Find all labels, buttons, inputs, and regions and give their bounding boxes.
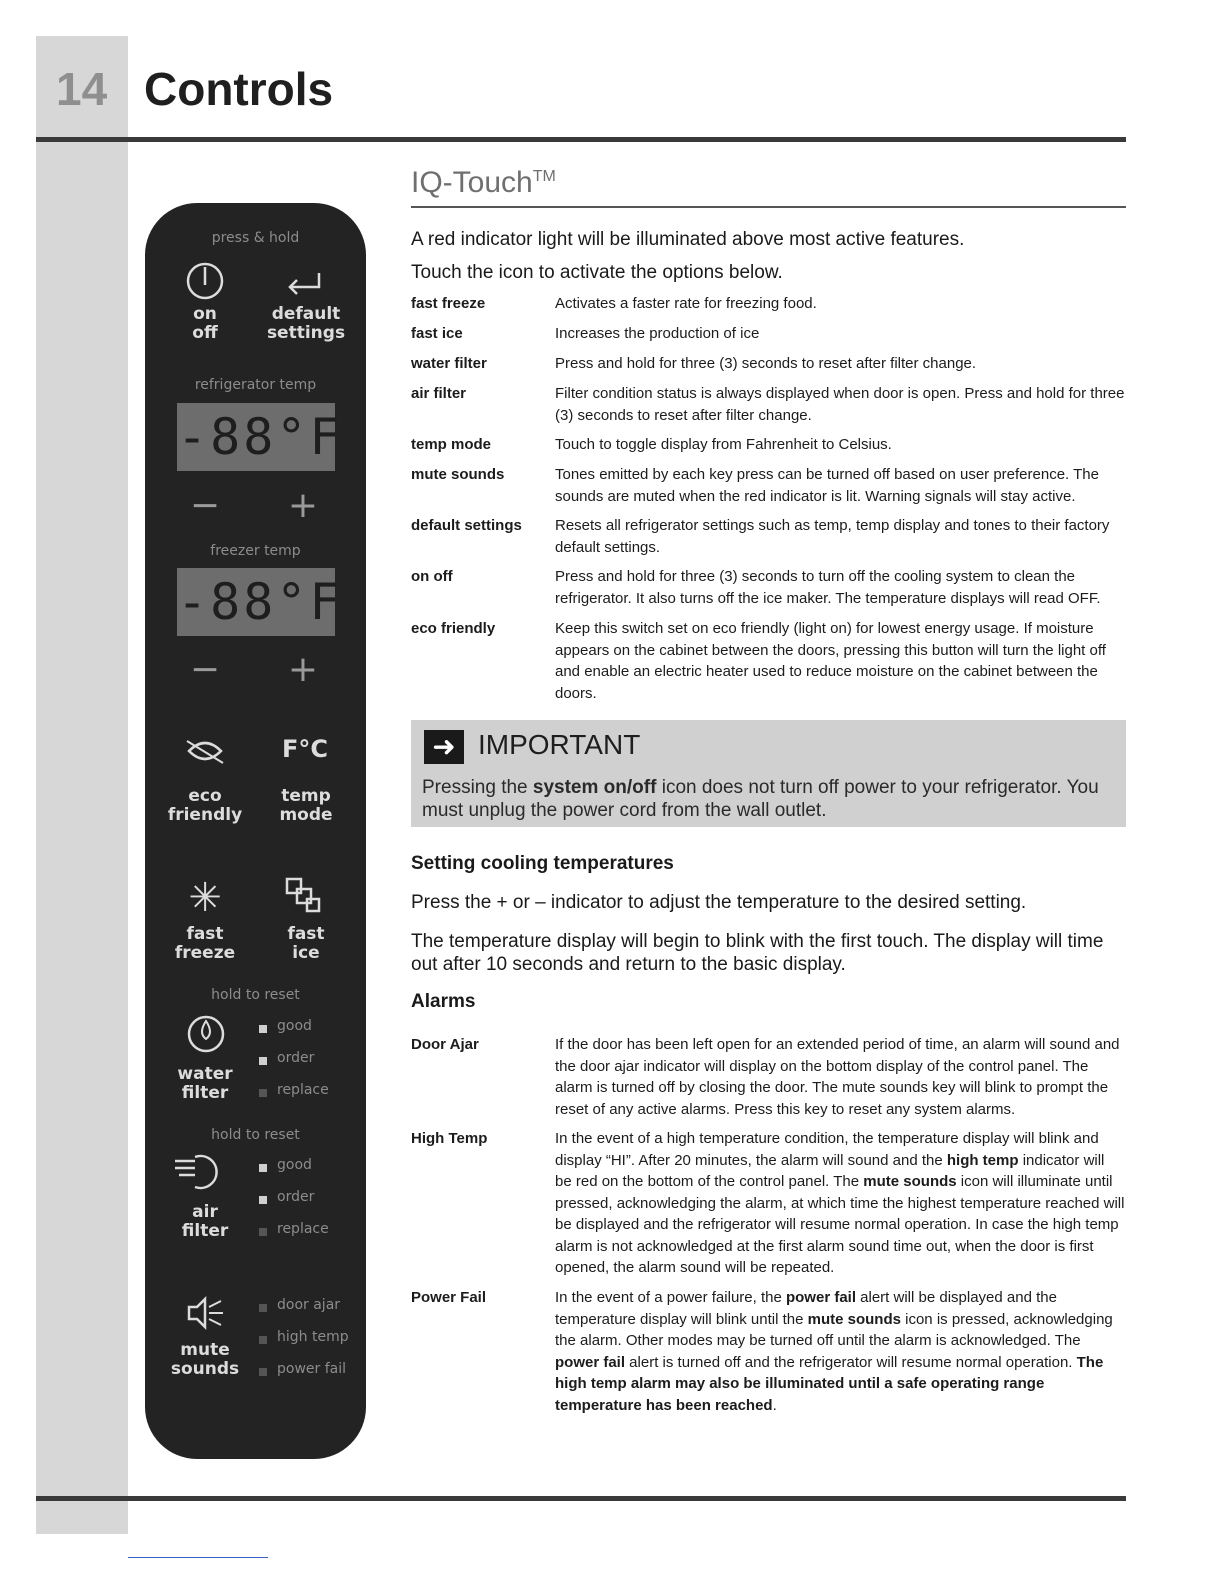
door-ajar-indicator xyxy=(259,1304,267,1312)
text-bold: high temp xyxy=(946,1151,1019,1169)
important-text xyxy=(422,776,1122,822)
water-filter-status-order: order xyxy=(277,1050,315,1066)
fast-ice-button[interactable] xyxy=(260,925,352,963)
water-filter-line1: water xyxy=(177,1064,233,1084)
cooling-heading: Setting cooling temperatures xyxy=(411,853,674,874)
top-rule xyxy=(36,137,1126,142)
eco-friendly-line1: eco xyxy=(188,786,222,806)
feature-desc: Activates a faster rate for freezing food. xyxy=(555,295,817,312)
mute-sounds-line2: sounds xyxy=(170,1359,240,1379)
air-filter-line2: filter xyxy=(181,1221,229,1241)
important-heading: IMPORTANT xyxy=(478,729,641,760)
mute-speaker-icon[interactable] xyxy=(183,1293,227,1341)
alarm-desc-power-fail xyxy=(555,1287,1125,1416)
mute-sounds-button[interactable] xyxy=(159,1341,251,1379)
freezer-temp-display: -88°F xyxy=(177,568,335,636)
feature-desc: Touch to toggle display from Fahrenheit to Celsius. xyxy=(555,436,892,453)
text-part: alert will be displayed and the temperature display will blink until the xyxy=(555,1289,1057,1328)
water-filter-line2: filter xyxy=(181,1083,229,1103)
feature-term: water filter xyxy=(411,355,487,372)
freezer-temp-plus[interactable]: + xyxy=(287,649,319,690)
feature-term: fast freeze xyxy=(411,295,486,312)
water-filter-good-indicator xyxy=(259,1025,267,1033)
text-part: icon is pressed, acknowledging the alarm. Other modes may be turned off until the alarm is acknowledged. The xyxy=(555,1310,1113,1349)
alarm-term-power-fail: Power Fail xyxy=(411,1289,487,1306)
refrigerator-temp-display: -88°F xyxy=(177,403,335,471)
default-settings-line2: settings xyxy=(266,323,346,343)
air-filter-button[interactable] xyxy=(159,1203,251,1241)
on-off-line1: on xyxy=(193,304,217,324)
mute-sounds-line1: mute xyxy=(180,1340,230,1360)
water-filter-status-replace: replace xyxy=(277,1082,329,1098)
ice-cubes-icon[interactable] xyxy=(281,873,325,925)
text-bold: power fail xyxy=(785,1289,856,1306)
text-part: In the event of a power failure, the xyxy=(555,1289,786,1306)
important-callout xyxy=(411,720,1126,827)
important-text-bold: system on/off xyxy=(532,777,657,798)
water-filter-order-indicator xyxy=(259,1057,267,1065)
eco-friendly-button[interactable] xyxy=(159,787,251,825)
important-text-part: Pressing the xyxy=(422,777,533,798)
air-filter-hold-label: hold to reset xyxy=(211,1127,300,1143)
text-bold: mute sounds xyxy=(807,1310,901,1328)
alarm-term-high-temp: High Temp xyxy=(411,1130,488,1147)
feature-desc: Keep this switch set on eco friendly (light on) for lowest energy usage. If moisture appears on the cabinet between the doors, pressing this button will turn the light off and enable an electric heater used to reduce moisture on the cabinet between the doors. xyxy=(555,620,1106,702)
text-part: icon will illuminate until pressed, acknowledging the alarm, at which time the highest temperature reached will be displayed and the refrigerator will resume normal operation. In case the high temp alarm is not acknowledged at the first alarm sound time out, when the door is first opened, the alarm sound will be repeated. xyxy=(555,1173,1125,1276)
control-panel xyxy=(145,203,366,1459)
alarms-heading: Alarms xyxy=(411,991,476,1012)
text-part: In the event of a high temperature condition, the temperature display will blink and display “HI”. After 20 minutes, the alarm will sound and the xyxy=(555,1130,1099,1169)
fahrenheit-celsius-icon[interactable]: F°C xyxy=(281,735,328,763)
air-filter-replace-indicator xyxy=(259,1228,267,1236)
refrigerator-temp-minus[interactable]: − xyxy=(189,485,221,526)
feature-term: mute sounds xyxy=(411,466,505,483)
arrow-right-icon: ➜ xyxy=(424,730,464,764)
important-text-part: icon does not turn off power to your refrigerator. You must unplug the power cord from the wall outlet. xyxy=(422,777,1099,821)
feature-desc: Press and hold for three (3) seconds to reset after filter change. xyxy=(555,355,977,372)
air-filter-status-replace: replace xyxy=(277,1221,329,1237)
freezer-temp-label: freezer temp xyxy=(210,543,301,559)
water-filter-button[interactable] xyxy=(159,1065,251,1103)
fast-freeze-line2: freeze xyxy=(174,943,236,963)
page-title: Controls xyxy=(144,63,334,115)
on-off-line2: off xyxy=(192,323,218,343)
power-fail-indicator xyxy=(259,1368,267,1376)
section-rule xyxy=(411,206,1126,208)
fast-ice-line1: fast xyxy=(287,924,325,944)
feature-term: temp mode xyxy=(411,436,492,453)
fast-ice-line2: ice xyxy=(292,943,320,963)
feature-term: air filter xyxy=(411,385,467,402)
feature-term: default settings xyxy=(411,517,522,534)
margin-band xyxy=(36,36,128,1534)
eco-friendly-line2: friendly xyxy=(167,805,243,825)
fast-freeze-button[interactable] xyxy=(159,925,251,963)
air-filter-status-order: order xyxy=(277,1189,315,1205)
leaf-icon[interactable] xyxy=(183,733,227,777)
high-temp-indicator xyxy=(259,1336,267,1344)
feature-term: fast ice xyxy=(411,325,463,342)
return-arrow-icon[interactable] xyxy=(281,265,331,309)
temp-mode-line1: temp xyxy=(281,786,331,806)
refrigerator-temp-label: refrigerator temp xyxy=(194,377,317,393)
text-bold: The high temp alarm may also be illuminated until a safe operating range temperature has been reached xyxy=(555,1353,1104,1414)
section-title-text: IQ-Touch xyxy=(411,166,533,199)
feature-desc: Press and hold for three (3) seconds to turn off the cooling system to clean the refrigerator. It also turns off the ice maker. The temperature displays will read OFF. xyxy=(555,568,1101,607)
page-number: 14 xyxy=(56,63,108,115)
air-filter-order-indicator xyxy=(259,1196,267,1204)
water-drop-icon[interactable] xyxy=(183,1009,229,1063)
alarm-power-fail: power fail xyxy=(277,1361,347,1377)
air-filter-status-good: good xyxy=(277,1157,312,1173)
feature-desc: Increases the production of ice xyxy=(555,325,760,342)
cooling-paragraph-2: The temperature display will begin to blink with the first touch. The display will time out after 10 seconds and return to the basic display. xyxy=(411,931,1104,975)
alarm-high-temp: high temp xyxy=(277,1329,349,1345)
intro-line-2: Touch the icon to activate the options below. xyxy=(411,262,783,283)
feature-desc: Filter condition status is always displayed when door is open. Press and hold for three (3) seconds to reset after filter change. xyxy=(555,385,1125,424)
feature-term: eco friendly xyxy=(411,620,496,637)
press-hold-label: press & hold xyxy=(211,230,300,246)
text-part: indicator will be red on the bottom of the control panel. The xyxy=(555,1151,1105,1190)
feature-desc: Resets all refrigerator settings such as temp, temp display and tones to their factory default settings. xyxy=(555,517,1110,556)
air-filter-good-indicator xyxy=(259,1164,267,1172)
air-filter-icon[interactable] xyxy=(173,1151,229,1199)
text-part: . xyxy=(772,1396,777,1414)
bottom-rule xyxy=(36,1496,1126,1501)
alarm-desc-door-ajar: If the door has been left open for an extended period of time, an alarm will sound and the door ajar indicator will display on the bottom display of the control panel. The alarm is turned off by closing the door. The mute sounds key will blink to prompt the reset of any active alarms. Press this key to reset any system alarms. xyxy=(555,1036,1120,1118)
freezer-temp-minus[interactable]: − xyxy=(189,649,221,690)
text-bold: power fail xyxy=(555,1353,626,1371)
text-part: alert is turned off and the refrigerator will resume normal operation. xyxy=(625,1353,1077,1371)
default-settings-line1: default xyxy=(271,304,341,324)
default-settings-button[interactable] xyxy=(260,305,352,343)
water-filter-status-good: good xyxy=(277,1018,312,1034)
footer-link-line xyxy=(128,1557,268,1558)
water-filter-replace-indicator xyxy=(259,1089,267,1097)
temp-mode-line2: mode xyxy=(279,805,333,825)
temp-mode-button[interactable] xyxy=(260,787,352,825)
fast-freeze-line1: fast xyxy=(186,924,224,944)
on-off-button[interactable] xyxy=(165,305,245,343)
air-filter-line1: air xyxy=(192,1202,218,1222)
trademark-sup: TM xyxy=(532,168,556,185)
intro-line-1: A red indicator light will be illuminated above most active features. xyxy=(411,229,965,250)
snowflake-icon[interactable]: ✳ xyxy=(188,875,222,921)
alarm-desc-high-temp xyxy=(555,1128,1125,1279)
water-filter-hold-label: hold to reset xyxy=(211,987,300,1003)
feature-desc: Tones emitted by each key press can be turned off based on user preference. The sounds are muted when the red indicator is lit. Warning signals will stay active. xyxy=(555,466,1099,505)
text-bold: mute sounds xyxy=(863,1173,957,1190)
alarm-door-ajar: door ajar xyxy=(277,1297,341,1313)
alarm-term-door-ajar: Door Ajar xyxy=(411,1036,479,1053)
refrigerator-temp-plus[interactable]: + xyxy=(287,485,319,526)
feature-term: on off xyxy=(411,568,453,585)
cooling-paragraph-1: Press the + or – indicator to adjust the temperature to the desired setting. xyxy=(411,892,1027,913)
section-title xyxy=(411,166,556,200)
